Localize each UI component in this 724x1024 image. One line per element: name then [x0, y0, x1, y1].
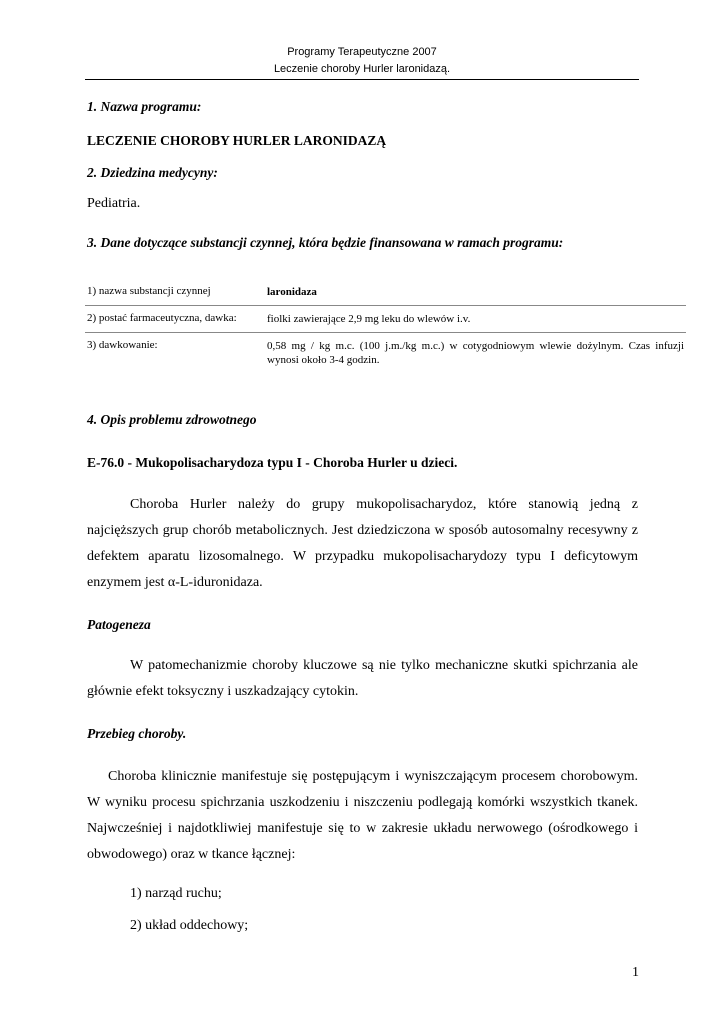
table-cell-label: 3) dawkowanie: [87, 339, 158, 351]
page-number: 1 [632, 965, 639, 980]
list-item: 1) narząd ruchu; [130, 886, 222, 901]
patogeneza-heading: Patogeneza [87, 617, 151, 632]
table-cell-value: 0,58 mg / kg m.c. (100 j.m./kg m.c.) w cotygodniowym wlewie dożylnym. Czas infuzji wynosi około 3-4 godzin. [267, 340, 684, 366]
program-name: LECZENIE CHOROBY HURLER LARONIDAZĄ [87, 133, 387, 148]
przebieg-heading: Przebieg choroby. [87, 726, 187, 741]
table-row [85, 279, 686, 306]
page-header [85, 44, 639, 78]
header-divider [85, 79, 639, 80]
section-4-heading: 4. Opis problemu zdrowotnego [87, 412, 257, 427]
section-3-heading: 3. Dane dotyczące substancji czynnej, która będzie finansowana w ramach programu: [87, 235, 564, 250]
table-row [85, 306, 686, 333]
header-subtitle: Leczenie choroby Hurler laronidazą. [273, 63, 451, 75]
table-cell-label: 1) nazwa substancji czynnej [87, 285, 211, 297]
table-row [85, 333, 686, 374]
disease-code-title: E-76.0 - Mukopolisacharydoza typu I - Choroba Hurler u dzieci. [87, 455, 458, 470]
medical-field: Pediatria. [87, 196, 141, 211]
paragraph-patogeneza: W patomechanizmie choroby kluczowe są nie tylko mechaniczne skutki spichrzania ale głównie efekt toksyczny i uszkadzający cytokin. [87, 658, 638, 699]
section-2-heading: 2. Dziedzina medycyny: [87, 165, 218, 180]
paragraph-intro: Choroba Hurler należy do grupy mukopolisacharydoz, które stanowią jedną z najcięższych grup chorób metabolicznych. Jest dziedziczona w sposób autosomalny recesywny z defektem aparatu lizosomalnego. W przypadku mukopolisacharydozy typu I deficytowym enzymem jest α-L-iduronidaza. [87, 497, 638, 590]
substance-table [85, 279, 686, 373]
table-cell-value: fiolki zawierające 2,9 mg leku do wlewów i.v. [267, 313, 471, 325]
header-title: Programy Terapeutyczne 2007 [287, 46, 437, 58]
paragraph-przebieg: Choroba klinicznie manifestuje się postępującym i wyniszczającym procesem chorobowym. W wyniku procesu spichrzania uszkodzeniu i niszczeniu podlegają komórki wszystkich tkanek. Najwcześniej i najdotkliwiej manifestuje się to w zakresie układu nerwowego (ośrodkowego i obwodowego) oraz w tkance łącznej: [87, 769, 638, 862]
table-cell-label: 2) postać farmaceutyczna, dawka: [87, 312, 237, 324]
table-cell-value: laronidaza [267, 286, 317, 298]
list-item: 2) układ oddechowy; [130, 918, 249, 933]
section-1-heading: 1. Nazwa programu: [87, 99, 202, 114]
